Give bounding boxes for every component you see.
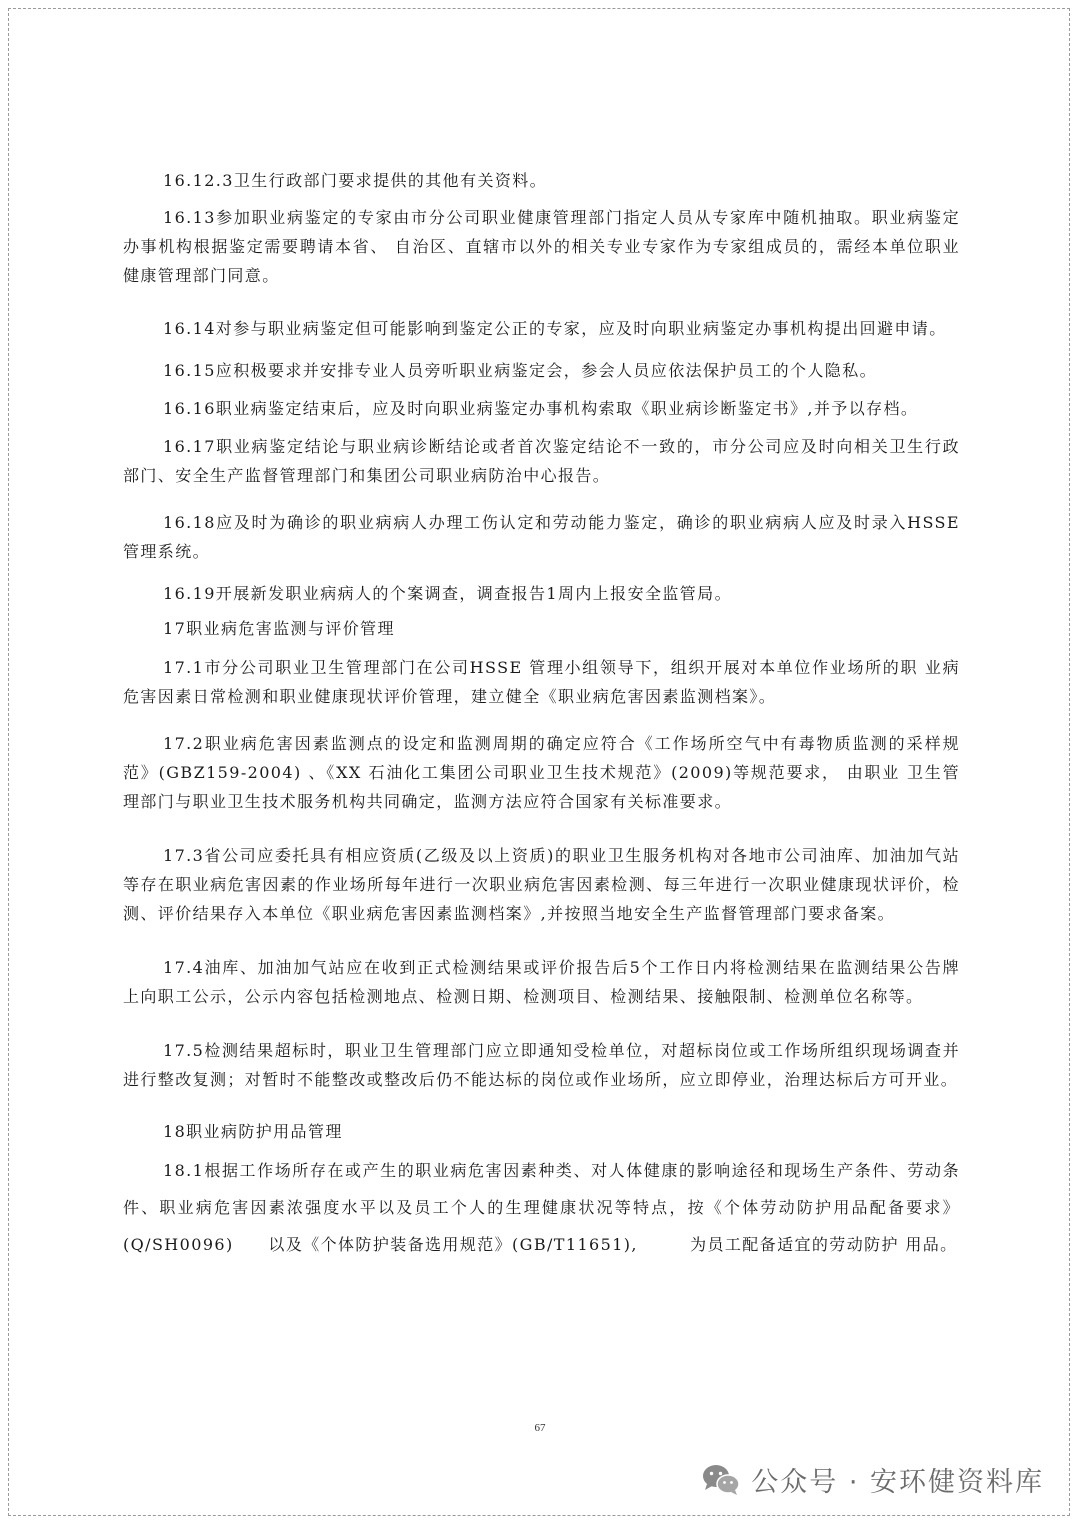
paragraph-17-5: 17.5检测结果超标时，职业卫生管理部门应立即通知受检单位，对超标岗位或工作场所组织现场调查并进行整改复测；对暂时不能整改或整改后仍不能达标的岗位或作业场所，应立即停业，治理达标后方可开业。 [123,1041,960,1089]
page-number: 67 [534,1422,546,1434]
section-heading-18: 18职业病防护用品管理 [163,1122,343,1141]
paragraph-16-12-3: 16.12.3卫生行政部门要求提供的其他有关资料。 [163,171,548,190]
paragraph-16-17: 16.17职业病鉴定结论与职业病诊断结论或者首次鉴定结论不一致的，市分公司应及时向相关卫生行政部门、安全生产监督管理部门和集团公司职业病防治中心报告。 [123,437,960,485]
paragraph-18-1: 18.1根据工作场所存在或产生的职业病危害因素种类、对人体健康的影响途径和现场生产条件、劳动条件、职业病危害因素浓强度水平以及员工个人的生理健康状况等特点，按《个体劳动防护用品配备要求》(Q/SH0096) 以及《个体防护装备选用规范》(GB/T11651), 为员工配备适宜的劳动防护 用品。 [123,1161,960,1254]
document-body [123,166,960,1263]
paragraph-16-19: 16.19开展新发职业病病人的个案调查，调查报告1周内上报安全监管局。 [163,584,732,603]
paragraph-17-1: 17.1市分公司职业卫生管理部门在公司HSSE 管理小组领导下，组织开展对本单位作业场所的职 业病危害因素日常检测和职业健康现状评价管理，建立健全《职业病危害因素监测档案》。 [123,658,960,706]
paragraph-16-14: 16.14对参与职业病鉴定但可能影响到鉴定公正的专家，应及时向职业病鉴定办事机构提出回避申请。 [163,319,947,338]
paragraph-17-3: 17.3省公司应委托具有相应资质(乙级及以上资质)的职业卫生服务机构对各地市公司油库、加油加气站等存在职业病危害因素的作业场所每年进行一次职业病危害因素检测、每三年进行一次职业健康现状评价，检测、评价结果存入本单位《职业病危害因素监测档案》,并按照当地安全生产监督管理部门要求备案。 [123,846,960,923]
paragraph-17-4: 17.4油库、加油加气站应在收到正式检测结果或评价报告后5个工作日内将检测结果在监测结果公告牌上向职工公示，公示内容包括检测地点、检测日期、检测项目、检测结果、接触限制、检测单位名称等。 [123,958,960,1006]
section-heading-17: 17职业病危害监测与评价管理 [163,619,395,638]
paragraph-16-13: 16.13参加职业病鉴定的专家由市分公司职业健康管理部门指定人员从专家库中随机抽取。职业病鉴定办事机构根据鉴定需要聘请本省、 自治区、直辖市以外的相关专业专家作为专家组成员的，需经本单位职业健康管理部门同意。 [123,208,960,285]
paragraph-16-15: 16.15应积极要求并安排专业人员旁听职业病鉴定会，参会人员应依法保护员工的个人隐私。 [163,361,878,380]
wechat-icon [701,1463,741,1497]
watermark [701,1460,1044,1499]
watermark-text: 公众号 · 安环健资料库 [751,1467,1044,1498]
paragraph-17-2: 17.2职业病危害因素监测点的设定和监测周期的确定应符合《工作场所空气中有毒物质监测的采样规范》(GBZ159-2004) 、《XX 石油化工集团公司职业卫生技术规范》(2009)等规范要求， 由职业 卫生管理部门与职业卫生技术服务机构共同确定，监测方法应符合国家有关标准要求。 [123,734,960,811]
paragraph-16-16: 16.16职业病鉴定结束后，应及时向职业病鉴定办事机构索取《职业病诊断鉴定书》,并予以存档。 [163,399,919,418]
paragraph-16-18: 16.18应及时为确诊的职业病病人办理工伤认定和劳动能力鉴定，确诊的职业病病人应及时录入HSSE 管理系统。 [123,513,960,561]
